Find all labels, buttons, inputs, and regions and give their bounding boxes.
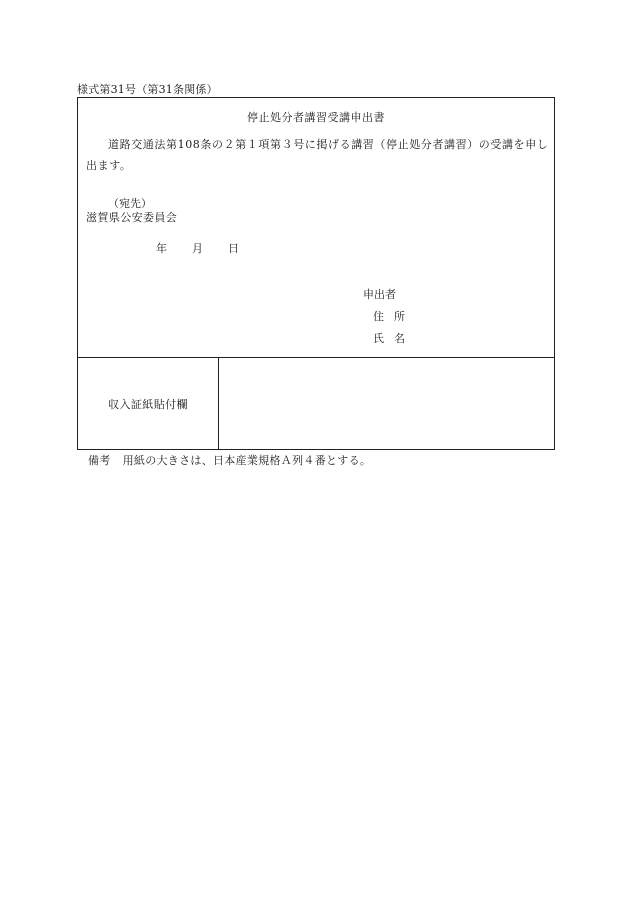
date-line — [156, 243, 239, 254]
remarks-label: 備考 — [88, 454, 111, 467]
remarks-text: 用紙の大きさは、日本産業規格Ａ列４番とする。 — [122, 454, 372, 467]
date-day-label: 日 — [228, 242, 239, 255]
application-section — [78, 98, 554, 358]
date-month-label: 月 — [192, 242, 203, 255]
application-form — [77, 97, 555, 450]
name-label: 氏名 — [373, 332, 415, 345]
revenue-stamp-label: 収入証紙貼付欄 — [108, 398, 188, 411]
address-label: 住所 — [373, 310, 415, 323]
form-number: 様式第31号（第31条関係） — [77, 83, 218, 96]
date-year-label: 年 — [156, 242, 167, 255]
revenue-stamp-section — [78, 357, 554, 449]
addressee: 滋賀県公安委員会 — [86, 211, 178, 224]
remarks — [88, 455, 371, 466]
applicant-label: 申出者 — [363, 288, 396, 301]
stamp-label-cell — [78, 357, 219, 449]
revenue-stamp-area — [219, 357, 554, 449]
application-statement: 道路交通法第108条の２第１項第３号に掲げる講習（停止処分者講習）の受講を申し出ます。 — [86, 138, 549, 172]
document-title: 停止処分者講習受講申出書 — [247, 111, 385, 124]
addressee-label: （宛先） — [108, 197, 152, 210]
